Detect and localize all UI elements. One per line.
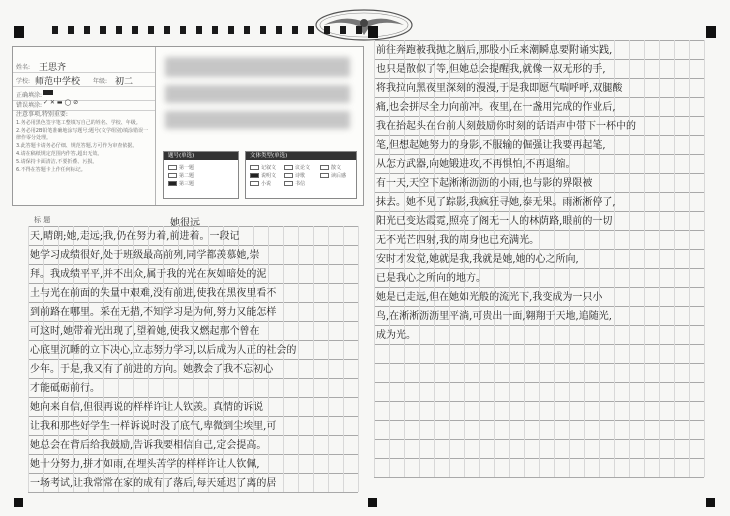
grid-line [374, 477, 704, 478]
filled-box-icon [43, 90, 53, 95]
genre-select-header: 文体类型(单选) [246, 152, 356, 160]
essay-line: 少年。于是,我又有了前进的方向。她教会了我不忘初心 [30, 363, 274, 375]
corner-marker [14, 498, 23, 507]
grid-column-line [103, 226, 104, 492]
essay-line: 将我拉向黑夜里深刻的漫漫,于是我即愿气喘呼呼,双腿酸 [376, 82, 623, 94]
exam-emblem-icon [314, 8, 414, 42]
wrong-fill-icons: ✓ ✕ ▬ ◯ ⊘ [43, 99, 79, 106]
redacted-area [165, 85, 350, 103]
essay-line: 她向来自信,但很再说的样样许让人钦羡。真情的诉说 [30, 401, 264, 413]
school-row [13, 73, 155, 87]
essay-line: 痛,也会拼尽全力向前冲。夜里,在一盏用完成的作业后, [376, 101, 616, 113]
genre-select[interactable] [245, 151, 357, 199]
genre-option[interactable]: 记叙文 [250, 164, 276, 171]
grid-column-line [208, 226, 209, 492]
genre-option[interactable]: 小说 [250, 180, 271, 187]
name-row [13, 59, 155, 73]
essay-line: 成为光。 [376, 329, 416, 341]
grid-line [28, 492, 358, 493]
essay-line: 她是已走远,但在她如光般的流光下,我变成为一只小 [376, 291, 603, 303]
essay-line: 抹去。她不见了踪影,我疯狂寻她,泰无果。雨淅淅停了, [376, 196, 616, 208]
genre-option[interactable]: 读后感 [320, 172, 346, 179]
instruction-line: 5.请保持卡面清洁,不要折叠、污损。 [16, 158, 98, 165]
essay-line: 一场考试,让我常常在家的成有了落后,每天延迟了离的居 [30, 477, 277, 489]
grid-column-line [148, 226, 149, 492]
instruction-line: 4.请在稿纸规定范围内作答,超出无效。 [16, 150, 103, 157]
genre-option[interactable]: 说明文 [250, 172, 276, 179]
grid-column-line [163, 226, 164, 492]
grid-column-line [178, 226, 179, 492]
essay-line: 她学习成绩很好,处于班级最高前列,同学都羡慕她,崇 [30, 249, 260, 261]
essay-line: 安时才发觉,她就是我,我就是她,她的心之所向, [376, 253, 579, 265]
school-value: 师范中学校 [35, 77, 81, 87]
genre-option[interactable]: 诗歌 [284, 172, 305, 179]
essay-line: 也只是散似了等,但她总会提醒我,就像一双无形的手, [376, 63, 606, 75]
essay-line: 无不光芒四射,我的周身也已充满光。 [376, 234, 540, 246]
grid-column-line [253, 226, 254, 492]
instruction-line: 3.此答题卡请务必仔细、规范答题,方可作为审查依据。 [16, 143, 138, 150]
grid-column-line [268, 226, 269, 492]
redacted-area [165, 111, 350, 129]
grid-column-line [88, 226, 89, 492]
grid-column-line [313, 226, 314, 492]
corner-marker [14, 26, 24, 38]
grid-column-line [298, 226, 299, 492]
sheet-header [12, 46, 364, 206]
instructions-title: 注意事项,特别重要: [16, 111, 68, 118]
grid-column-line [374, 40, 375, 477]
left-writing-grid [28, 226, 358, 492]
title-label: 标 题 [34, 216, 51, 224]
instruction-line: 1.务必用黑色签字笔工整填写自己的姓名、学校、年级。 [16, 119, 141, 126]
corner-marker [706, 26, 716, 38]
essay-line: 已是我心之所向的地方。 [376, 272, 486, 284]
corner-marker [368, 26, 378, 38]
essay-line: 从怎方武器,向她锻进攻,不再惧怕,不再退缩。 [376, 158, 576, 170]
essay-line: 有一天,天空下起淅淅沥沥的小雨,也与影的界限被 [376, 177, 593, 189]
grid-column-line [674, 40, 675, 477]
essay-line: 可这时,她带着光出现了,望着她,使我又燃起那个曾在 [30, 325, 260, 337]
essay-line: 她总会在背后给我鼓励,告诉我要相信自己,定会提高。 [30, 439, 267, 451]
grid-column-line [358, 226, 359, 492]
grid-column-line [629, 40, 630, 477]
essay-line: 天,晴朗;她,走远;我,仍在努力着,前进着。一段记 [30, 230, 240, 242]
grid-column-line [704, 40, 705, 477]
essay-line: 到前路在哪里。采在无措,不知学习是为何,努力又能怎样 [30, 306, 277, 318]
genre-option[interactable]: 议论文 [284, 164, 310, 171]
grid-column-line [659, 40, 660, 477]
grid-column-line [328, 226, 329, 492]
corner-marker [706, 498, 715, 507]
essay-line: 笔,但想起她努力的身影,不服输的倔强让我要再起笔, [376, 139, 606, 151]
grid-column-line [28, 226, 29, 492]
genre-option[interactable]: 书信 [284, 180, 305, 187]
grid-column-line [223, 226, 224, 492]
essay-line: 才能砥砺前行。 [30, 382, 100, 394]
corner-marker [368, 498, 377, 507]
grid-column-line [644, 40, 645, 477]
essay-line: 我在抬起头在台前人刻鼓励你时刻的话语声中带下一杯中的 [376, 120, 636, 132]
redacted-area [165, 57, 350, 77]
timing-track [52, 26, 362, 34]
grid-column-line [118, 226, 119, 492]
essay-line: 拜。我成绩平平,并不出众,属于我的光在灰如暗处的泥 [30, 268, 267, 280]
school-label: 学校: [16, 78, 31, 85]
instructions [16, 111, 150, 174]
correct-fill-label: 正确填涂: [16, 92, 43, 99]
instruction-line: 6.不得在答题卡上作任何标记。 [16, 166, 86, 173]
topic-select[interactable] [163, 151, 239, 199]
essay-line: 让我和那些好学生一样诉说时没了底气,卑微到尘埃里,可 [30, 420, 277, 432]
essay-line: 她十分努力,拼才如雨,在埋头苦学的样样许让人钦佩, [30, 458, 260, 470]
topic-option-2[interactable]: 第二题 [168, 172, 194, 179]
essay-line: 心底里沉睡的立下决心,立志努力学习,以后成为人正的社会的 [30, 344, 297, 356]
grid-column-line [43, 226, 44, 492]
essay-line: 阳光已变达霞霓,照亮了阁无一人的林荫路,眼前的一切 [376, 215, 613, 227]
grid-column-line [343, 226, 344, 492]
wrong-fill-label: 错误填涂: [16, 102, 43, 109]
essay-title: 她很远 [170, 218, 200, 229]
essay-line: 鸟,在淅淅沥沥里平淌,可贵出一面,翱翔于天地,追随光, [376, 310, 612, 322]
grid-column-line [73, 226, 74, 492]
student-info [13, 47, 156, 205]
essay-line: 前往奔跑被我抛之脑后,那股小丘来潮瞬息要附诵实践, [376, 44, 613, 56]
grid-column-line [689, 40, 690, 477]
topic-option-3[interactable]: 第三题 [168, 180, 194, 187]
name-value: 王思齐 [39, 63, 67, 73]
essay-line: 土与光在前面的失量中艰难,没有前进,使我在黑夜里看不 [30, 287, 277, 299]
topic-option-1[interactable]: 第一题 [168, 164, 194, 171]
grid-column-line [238, 226, 239, 492]
genre-option[interactable]: 散文 [320, 164, 341, 171]
grade-label: 年级: [93, 78, 108, 85]
grid-column-line [193, 226, 194, 492]
instruction-line: 2.务必用2B铅笔准确地涂写题号;题号(文学组别)填涂错误一律作零分处理。 [16, 127, 148, 142]
wrong-fill-row [13, 97, 155, 111]
grade-value: 初二 [115, 77, 134, 87]
grid-column-line [133, 226, 134, 492]
grid-column-line [283, 226, 284, 492]
right-writing-grid [374, 40, 704, 492]
grid-column-line [58, 226, 59, 492]
topic-select-header: 题号(单选) [164, 152, 238, 160]
name-label: 姓名: [16, 64, 31, 71]
